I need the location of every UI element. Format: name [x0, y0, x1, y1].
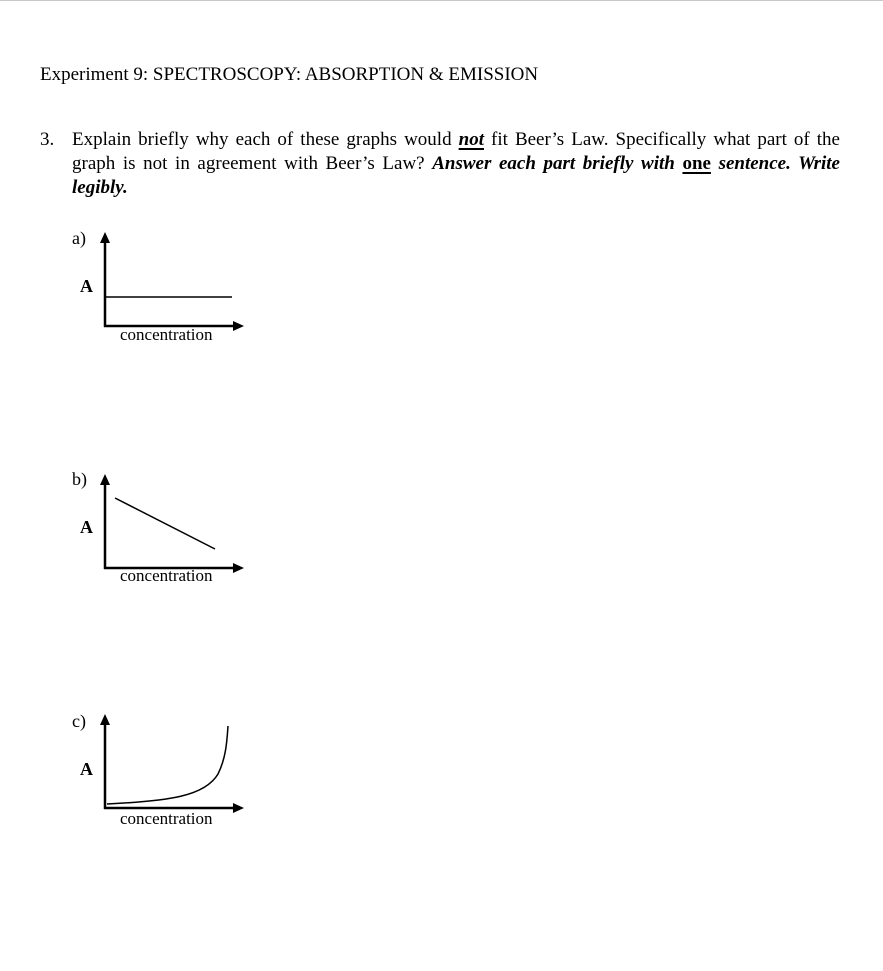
instruction-part-1: Answer each part briefly with [432, 153, 683, 174]
graph-a-y-arrow [100, 232, 110, 243]
graph-c-y-label: A [80, 759, 93, 779]
graph-c-part-label: c) [72, 711, 86, 731]
graph-c-x-arrow [233, 803, 244, 813]
graph-a-x-label: concentration [120, 325, 213, 344]
question-text-part-1: Explain briefly why each of these graphs would [72, 129, 459, 150]
question-text-part-2: fit Beer’s Law. Specifically what part of the graph is not in agreement with Beer’s Law? [72, 129, 840, 174]
emphasis-not: not [458, 129, 484, 150]
graph-a [90, 226, 260, 346]
top-border [0, 0, 883, 1]
graph-a-y-label: A [80, 276, 93, 296]
graph-c [90, 708, 260, 833]
graph-b-x-arrow [233, 563, 244, 573]
graph-c-data-curve [107, 726, 228, 804]
question-number: 3. [40, 129, 55, 150]
graph-b-data-line [115, 498, 215, 549]
graph-b-y-label: A [80, 517, 93, 537]
emphasis-one: one [682, 153, 711, 174]
page-heading: Experiment 9: SPECTROSCOPY: ABSORPTION & EMISSION [40, 64, 539, 85]
graph-c-y-arrow [100, 714, 110, 725]
graph-a-x-arrow [233, 321, 244, 331]
question-3 [40, 128, 840, 200]
graph-b-y-arrow [100, 474, 110, 485]
graph-a-part-label: a) [72, 228, 86, 248]
question-text [72, 128, 840, 200]
graph-c-x-label: concentration [120, 809, 213, 828]
graph-b-x-label: concentration [120, 566, 213, 585]
instruction-part-2: sentence. Write legibly. [72, 153, 840, 198]
graph-b-part-label: b) [72, 469, 87, 489]
graph-b [90, 468, 260, 588]
